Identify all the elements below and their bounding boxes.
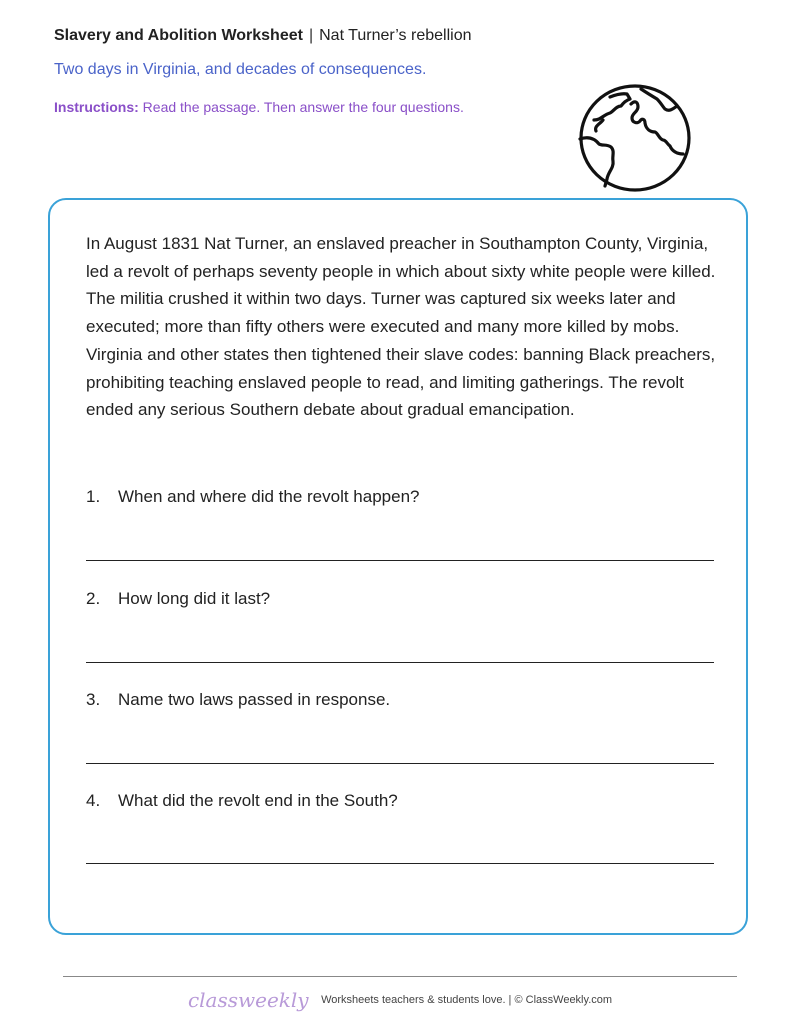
question-4 xyxy=(86,791,398,811)
footer-divider xyxy=(63,976,737,977)
subtitle: Two days in Virginia, and decades of consequences. xyxy=(54,61,427,78)
question-3 xyxy=(86,690,390,710)
answer-line-3[interactable] xyxy=(86,763,714,764)
question-2 xyxy=(86,589,270,609)
question-1 xyxy=(86,487,419,507)
header-separator: | xyxy=(308,27,314,44)
question-number: 3. xyxy=(86,690,101,709)
question-number: 4. xyxy=(86,791,101,810)
instructions xyxy=(54,99,464,115)
footer-tagline: Worksheets teachers & students love. | © ClassWeekly.com xyxy=(321,994,613,1006)
brand-logo: classweekly xyxy=(187,988,309,1012)
worksheet-header xyxy=(54,27,471,45)
globe-icon xyxy=(577,82,693,194)
reading-passage: In August 1831 Nat Turner, an enslaved preacher in Southampton County, Virginia, led a revolt of perhaps seventy people in which about sixty white people were killed. The militia crushed it within two days. Turner was captured six weeks later and executed; more than fifty others were executed and many more killed by mobs. Virginia and other states then tightened their slave codes: banning Black preachers, prohibiting teaching enslaved people to read, and limiting gatherings. The revolt ended any serious Southern debate about gradual emancipation. xyxy=(86,234,716,420)
worksheet-topic: Nat Turner’s rebellion xyxy=(319,27,472,44)
instructions-text: Read the passage. Then answer the four questions. xyxy=(142,99,464,115)
question-number: 1. xyxy=(86,487,101,506)
answer-line-2[interactable] xyxy=(86,662,714,663)
instructions-label: Instructions: xyxy=(54,99,139,115)
question-text: How long did it last? xyxy=(118,589,271,608)
footer xyxy=(0,988,800,1012)
answer-line-1[interactable] xyxy=(86,560,714,561)
question-text: What did the revolt end in the South? xyxy=(118,791,398,810)
worksheet-title: Slavery and Abolition Worksheet xyxy=(54,27,303,44)
question-number: 2. xyxy=(86,589,101,608)
question-text: When and where did the revolt happen? xyxy=(118,487,420,506)
answer-line-4[interactable] xyxy=(86,863,714,864)
question-text: Name two laws passed in response. xyxy=(118,690,391,709)
